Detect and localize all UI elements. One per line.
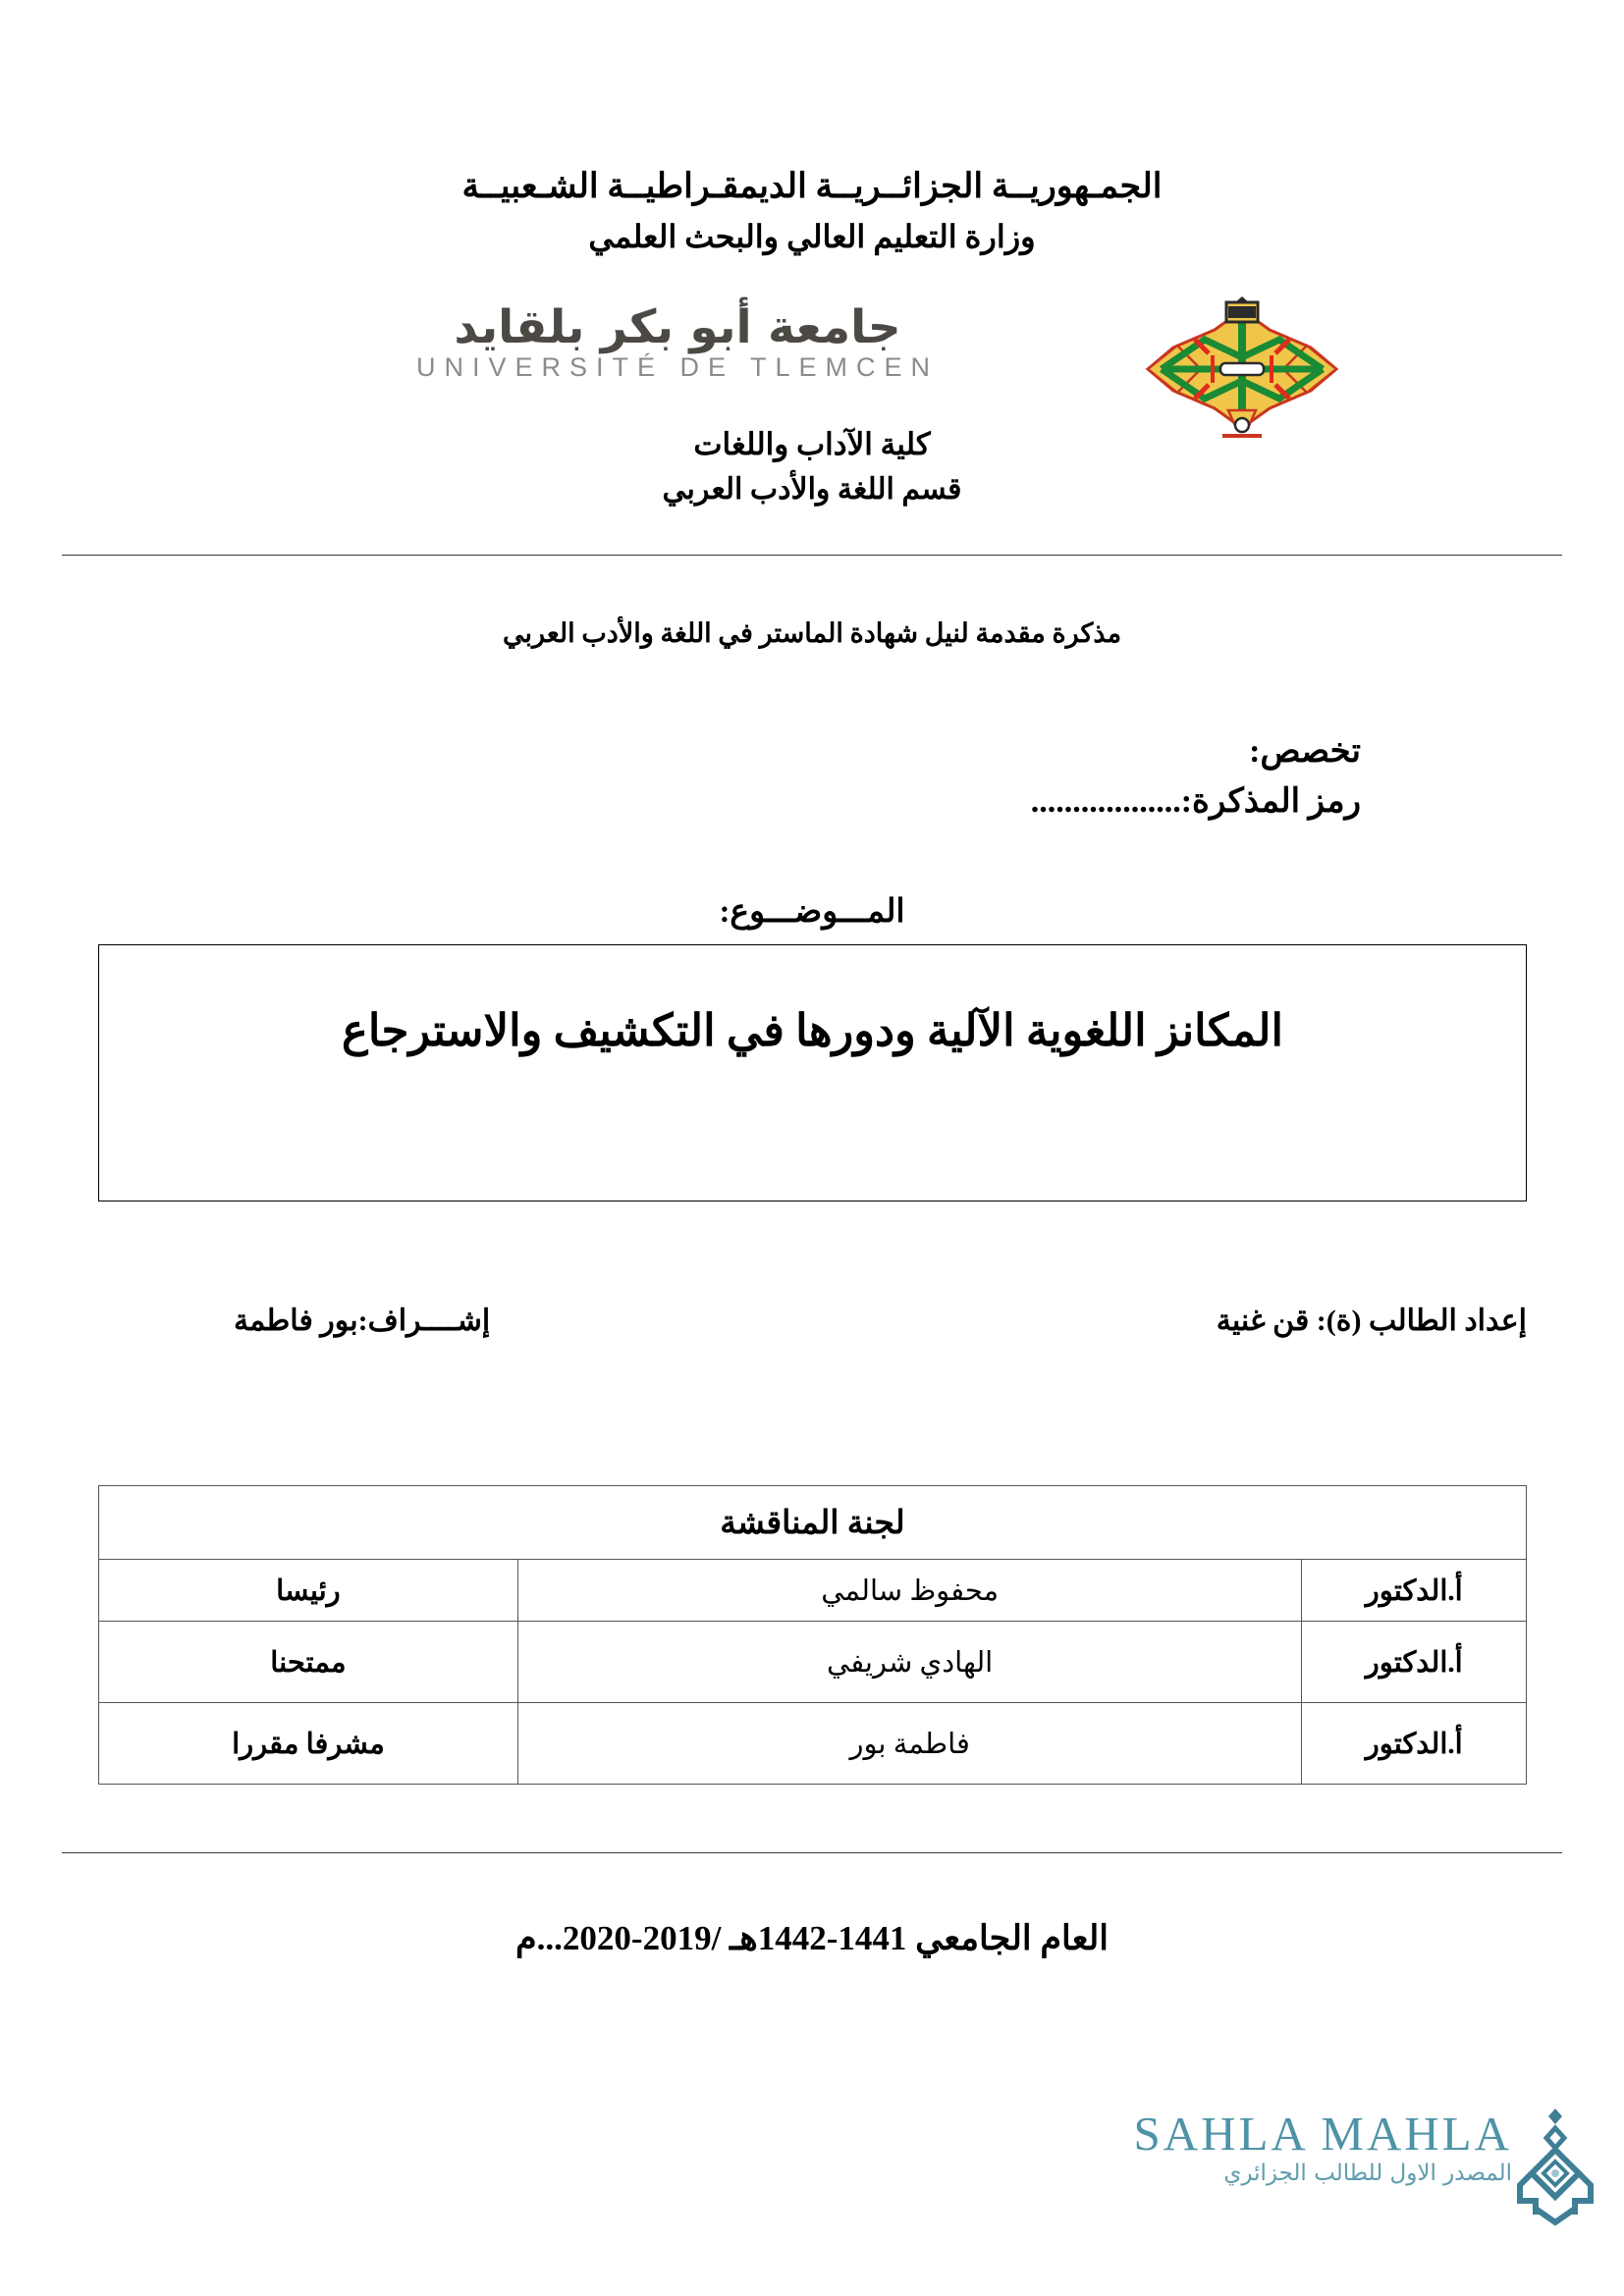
document-header [0, 165, 1624, 257]
sahla-mahla-watermark [1129, 2109, 1600, 2256]
header-divider [62, 555, 1562, 556]
jury-table [98, 1485, 1527, 1785]
specialization-block [1031, 726, 1361, 827]
university-wordmark [236, 300, 1119, 382]
tlemcen-university-emblem-icon [1144, 296, 1340, 442]
university-logo-band [0, 300, 1624, 432]
specialization-label: تخصص: [1249, 733, 1361, 770]
university-name-arabic: جامعة أبو بكر بلقايد [454, 300, 901, 354]
jury-title-3: أ.الدكتور [1302, 1703, 1527, 1785]
jury-name-1: محفوظ سالمي [517, 1560, 1302, 1622]
table-row [99, 1622, 1527, 1703]
supervisor-name: إشــــراف:بور فاطمة [234, 1305, 491, 1337]
faculty-name: كلية الآداب واللغات [693, 427, 931, 461]
jury-title-2: أ.الدكتور [1302, 1622, 1527, 1703]
jury-role-3: مشرفا مقررا [99, 1703, 518, 1785]
thesis-title-box [98, 944, 1527, 1201]
department-name: قسم اللغة والأدب العربي [662, 472, 962, 506]
degree-statement: مذكرة مقدمة لنيل شهادة الماستر في اللغة والأدب العربي [502, 618, 1122, 648]
ministry-line: وزارة التعليم العالي والبحث العلمي [588, 218, 1036, 254]
republic-line: الجمـهوريــة الجزائــريــة الديمقـراطيــة الشـعبيــة [461, 167, 1163, 205]
jury-heading: لجنة المناقشة [99, 1486, 1527, 1560]
academic-year: العام الجامعي 1441-1442هـ /2019-2020...م [515, 1919, 1109, 1957]
footer-divider [62, 1852, 1562, 1853]
university-name-french: UNIVERSITÉ DE TLEMCEN [415, 352, 940, 382]
watermark-brand: SAHLA MAHLA [1133, 2107, 1512, 2161]
jury-role-2: ممتحنا [99, 1622, 518, 1703]
table-row [99, 1560, 1527, 1622]
author-name: إعداد الطالب (ة): قن غنية [1216, 1305, 1527, 1337]
jury-title-1: أ.الدكتور [1302, 1560, 1527, 1622]
thesis-title: المكانز اللغوية الآلية ودورها في التكشيف والاسترجاع [342, 1006, 1283, 1055]
subject-label: المـــوضـــوع: [719, 894, 905, 930]
jury-header-row [99, 1486, 1527, 1560]
author-supervisor-row [98, 1304, 1527, 1353]
sahla-mahla-logo-mark-icon [1510, 2105, 1600, 2228]
jury-name-2: الهادي شريفي [517, 1622, 1302, 1703]
jury-name-3: فاطمة بور [517, 1703, 1302, 1785]
watermark-tagline: المصدر الاول للطالب الجزائري [1223, 2161, 1512, 2187]
jury-role-1: رئيسا [99, 1560, 518, 1622]
thesis-code-label: رمز المذكرة:.................. [1030, 783, 1361, 820]
table-row [99, 1703, 1527, 1785]
faculty-block [0, 424, 1624, 509]
watermark-text [1129, 2109, 1512, 2186]
